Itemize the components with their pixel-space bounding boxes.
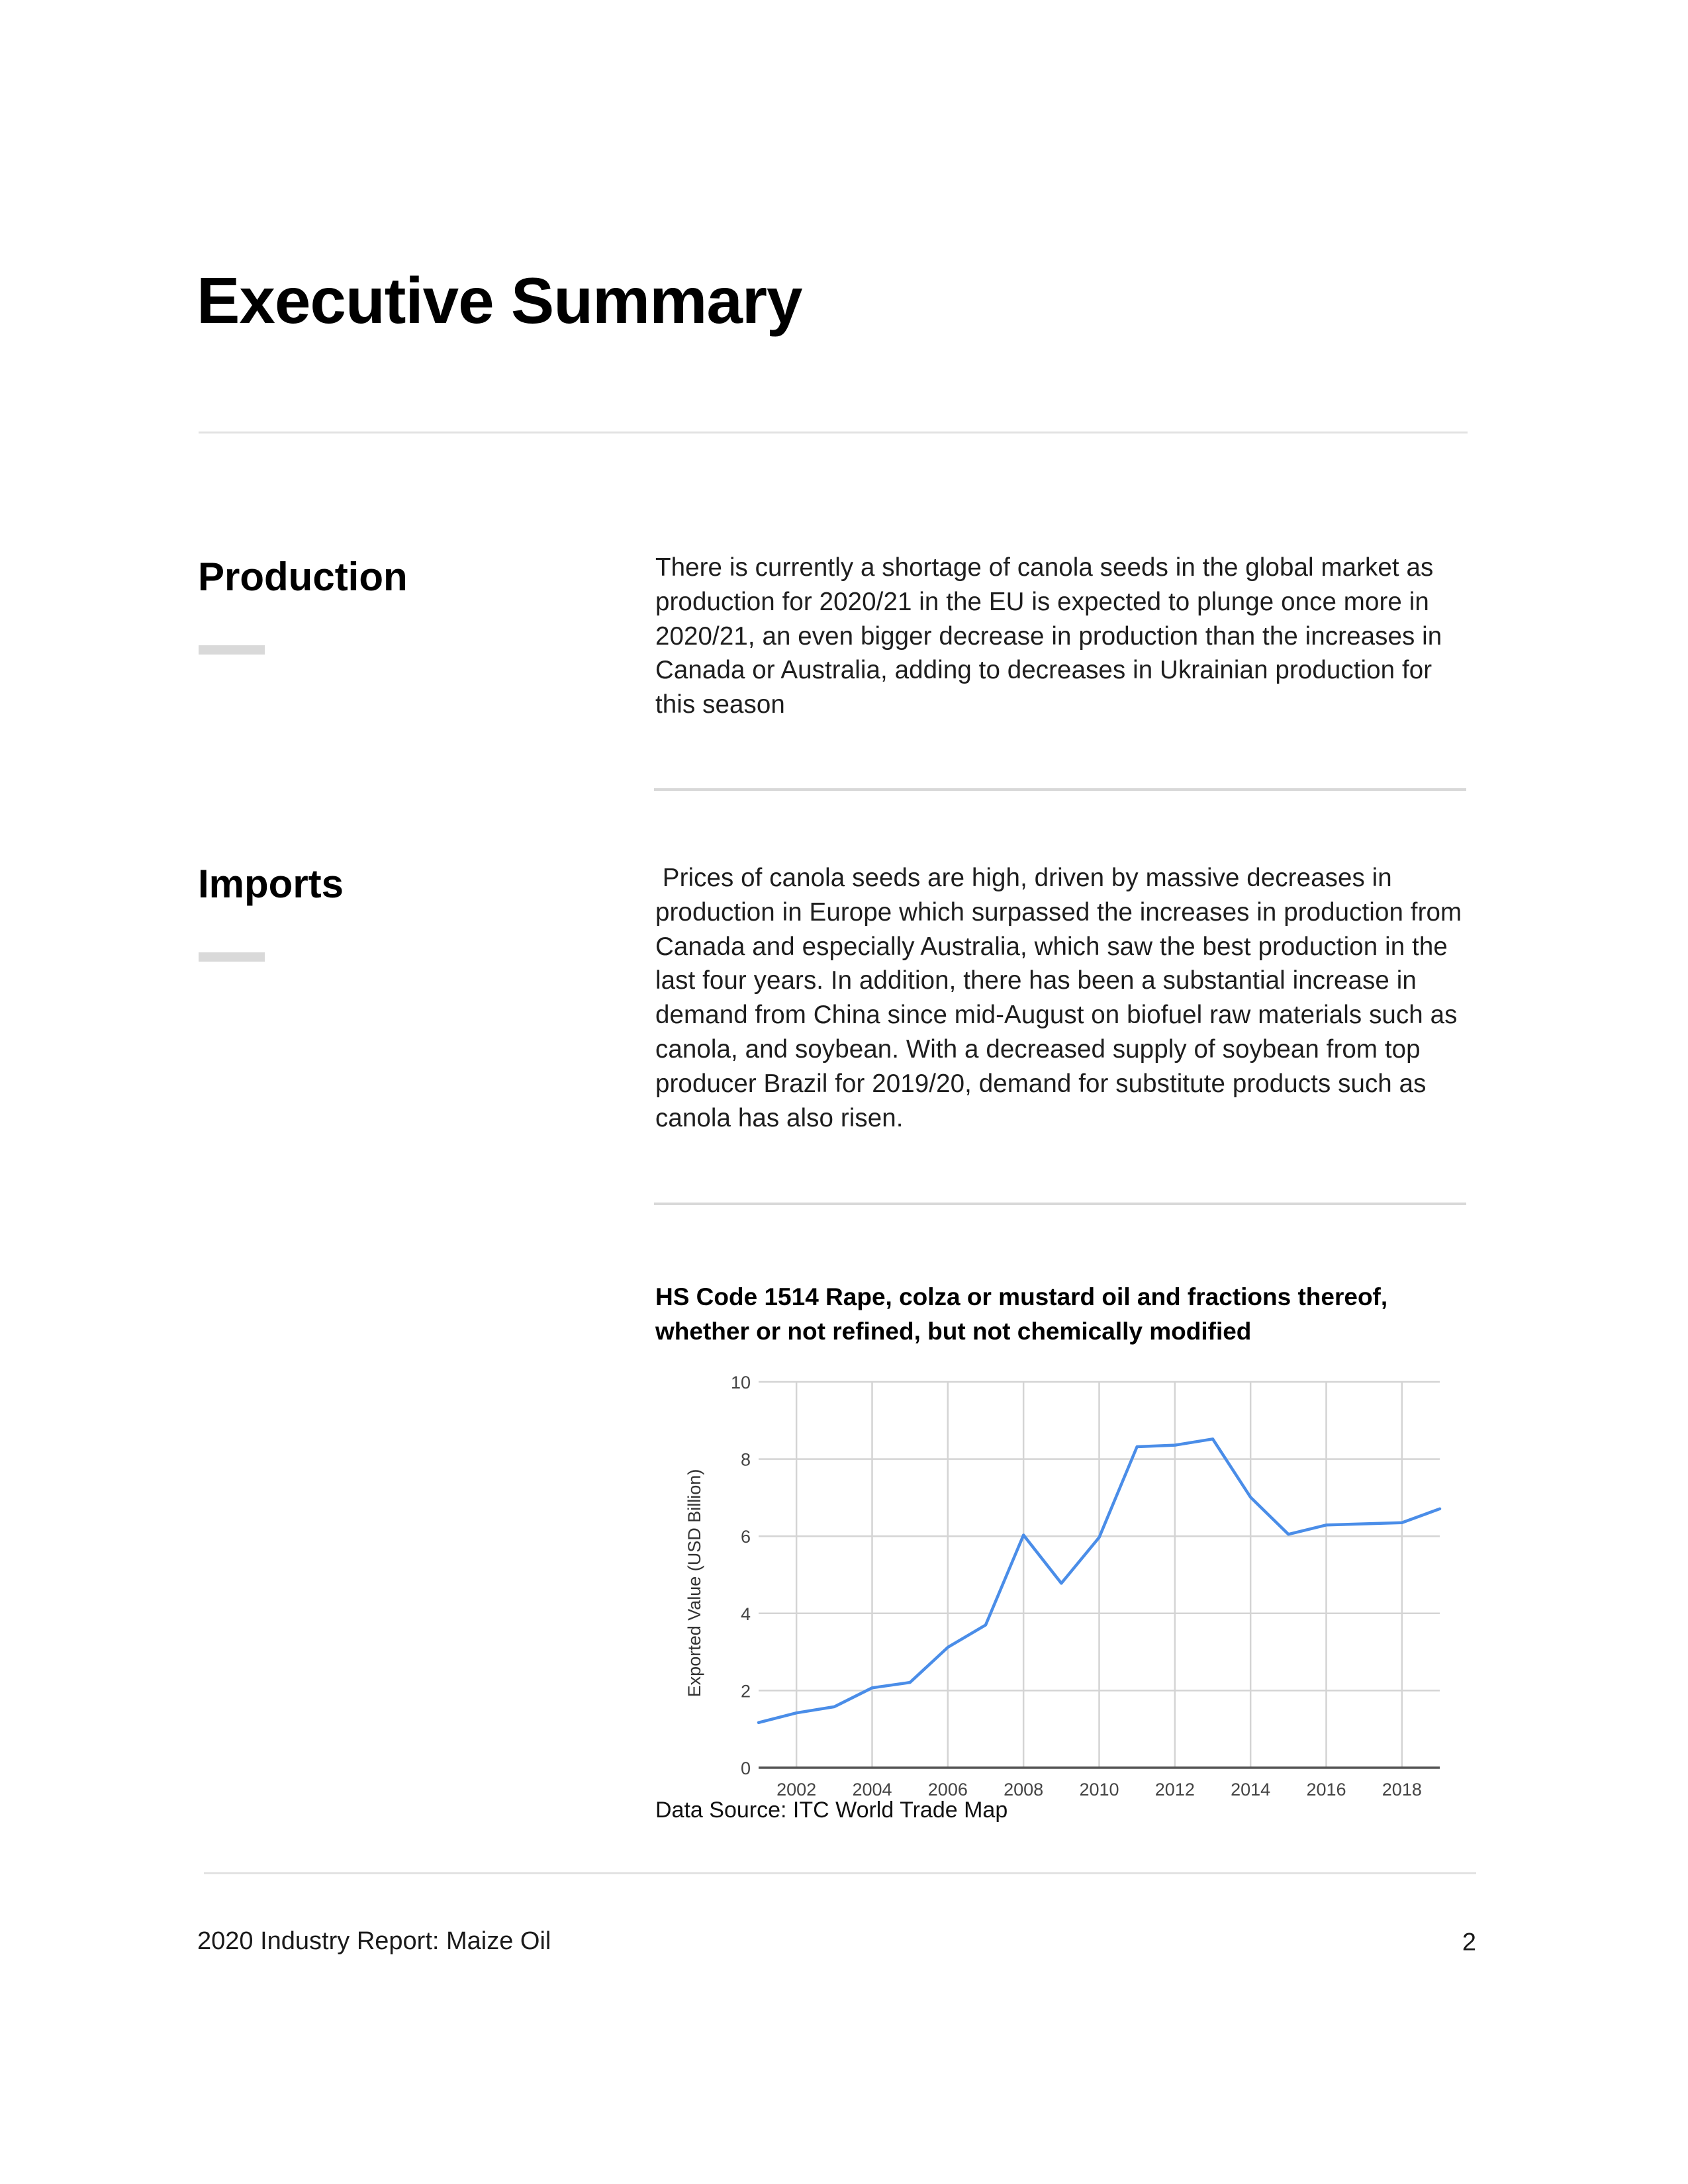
section-accent-bar — [199, 645, 265, 655]
footer-report-name: 2020 Industry Report: Maize Oil — [197, 1927, 551, 1955]
y-tick-label: 2 — [740, 1681, 751, 1702]
imports-paragraph: Prices of canola seeds are high, driven by massive decreases in production in Europe which surpassed the increases in production from Canada and especially Australia, which saw the best production in the last four years. In addition, there has been a substantial increase in demand from China since mid-August on biofuel raw materials such as canola, and soybean. With a decreased supply of soybean from top producer Brazil for 2019/20, demand for substitute products such as canola has also risen. — [655, 864, 1462, 1132]
section-heading-imports: Imports — [198, 862, 344, 906]
data-source-caption: Data Source: ITC World Trade Map — [655, 1797, 1008, 1823]
page-number: 2 — [1462, 1929, 1476, 1956]
y-axis-label: Exported Value (USD Billion) — [684, 1469, 704, 1698]
y-tick-label: 4 — [740, 1604, 751, 1624]
title-divider — [199, 432, 1468, 433]
x-tick-label: 2006 — [927, 1780, 968, 1799]
page-title: Executive Summary — [197, 264, 802, 337]
series-line — [759, 1439, 1440, 1723]
production-paragraph: There is currently a shortage of canola seeds in the global market as production for 2020/21 in the EU is expected to plunge once more in 2020/21, an even bigger decrease in production than the increases in Canada or Australia, adding to decreases in Ukrainian production for this season — [655, 553, 1442, 719]
x-tick-label: 2012 — [1154, 1780, 1195, 1799]
section-divider — [654, 788, 1466, 791]
chart-title: HS Code 1514 Rape, colza or mustard oil and fractions thereof, whether or not refined, but not chemically modified — [655, 1283, 1388, 1345]
y-tick-label: 10 — [730, 1373, 751, 1392]
section-heading-production: Production — [198, 555, 408, 599]
x-tick-label: 2010 — [1079, 1780, 1119, 1799]
x-tick-label: 2016 — [1306, 1780, 1346, 1799]
y-tick-label: 8 — [740, 1449, 751, 1470]
section-divider — [654, 1203, 1466, 1205]
y-tick-label: 6 — [740, 1527, 751, 1547]
x-tick-label: 2018 — [1382, 1780, 1422, 1799]
footer-divider — [204, 1872, 1476, 1874]
x-tick-label: 2004 — [852, 1780, 892, 1799]
y-tick-label: 0 — [740, 1758, 751, 1778]
x-tick-label: 2008 — [1004, 1780, 1044, 1799]
x-tick-label: 2002 — [776, 1780, 817, 1799]
x-tick-label: 2014 — [1231, 1780, 1271, 1799]
section-accent-bar — [199, 952, 265, 962]
